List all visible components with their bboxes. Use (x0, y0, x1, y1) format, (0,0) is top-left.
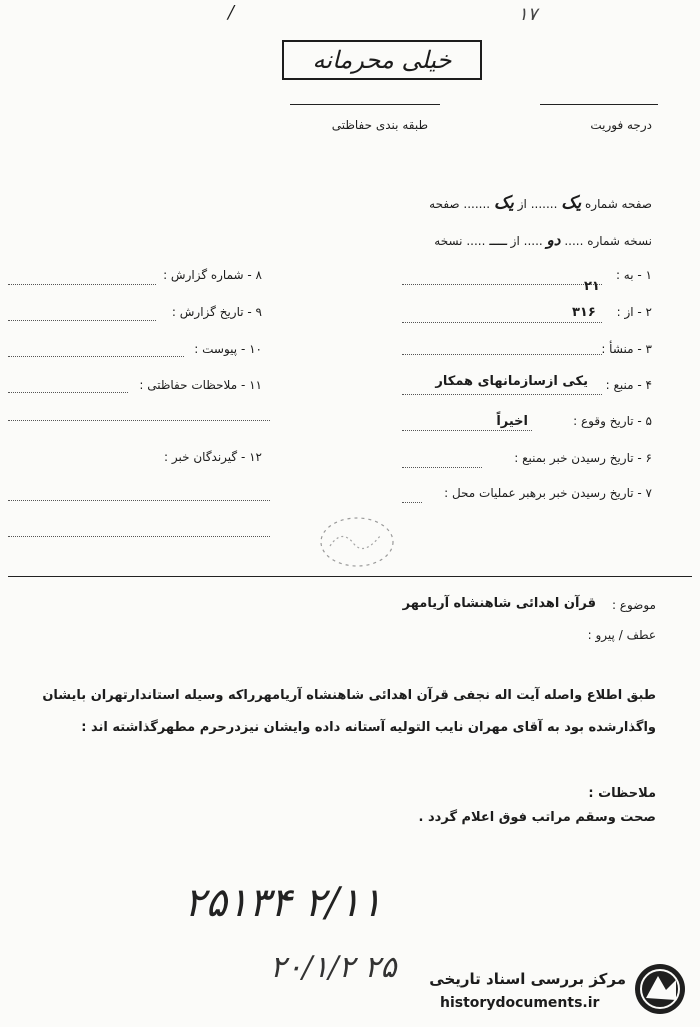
margin-mark-right: ۱۷ (518, 4, 538, 25)
subject-value: قرآن اهدائی شاهنشاه آریامهر (402, 596, 596, 611)
body-line-1: طبق اطلاع واصله آیت اله نجفی قرآن اهدائی شاهنشاه آریامهرراکه وسیله استاندارتهران بایشان (42, 688, 656, 703)
copy-number-row: نسخه شماره ..... دو ..... از ــــ ..... نسخه (434, 231, 652, 249)
field-origin-label: ۳ - منشأ : (601, 342, 652, 356)
field-source-value: یکی ازسازمانهای همکار (435, 374, 588, 389)
copy-value: دو (546, 231, 561, 249)
field-recipient-line (402, 284, 602, 285)
field-security-remarks-line-2 (8, 420, 270, 421)
field-sender-value: ۳۱۶ (572, 305, 596, 320)
copy-label: نسخه شماره (587, 234, 652, 248)
field-recipients-line (8, 500, 270, 501)
remarks-label: ملاحظات : (588, 786, 656, 801)
stamp-text: خیلی محرمانه (312, 46, 452, 74)
classification-label: طبقه بندی حفاظتی (331, 118, 428, 132)
handwritten-number-1: ۲۵۱۳۴ ۲/۱۱ (184, 880, 383, 926)
field-sender-line (402, 322, 602, 323)
page-value: یک (561, 193, 582, 213)
page-total: یک (493, 193, 514, 213)
field-source-line (402, 394, 602, 395)
priority-label: درجه فوریت (590, 118, 652, 132)
classification-underline (290, 104, 440, 105)
faint-seal (312, 512, 402, 572)
field-news-to-leader-line (402, 502, 422, 503)
field-source-label: ۴ - منبع : (605, 378, 652, 392)
copy-of-label: از (510, 234, 520, 248)
subject-label: موضوع : (611, 598, 656, 612)
archive-title: مرکز بررسی اسناد تاریخی (429, 970, 626, 988)
classification-stamp (282, 40, 482, 80)
field-report-number-line (8, 284, 156, 285)
copy-suffix: نسخه (434, 234, 463, 248)
field-recipient-label: ۱ - به : (615, 268, 652, 282)
remarks-text: صحت وسقم مراتب فوق اعلام گردد . (418, 810, 656, 825)
page-number-row: صفحه شماره یک ....... از یک ....... صفحه (429, 193, 652, 213)
field-news-to-leader-label: ۷ - تاریخ رسیدن خبر برهبر عملیات محل : (444, 486, 652, 500)
field-recipients-label: ۱۲ - گیرندگان خبر : (164, 450, 262, 464)
field-event-date-value: اخیراً (496, 414, 528, 429)
field-report-number-label: ۸ - شماره گزارش : (163, 268, 262, 282)
field-report-date-label: ۹ - تاریخ گزارش : (171, 305, 262, 319)
field-attachment-label: ۱۰ - پیوست : (194, 342, 262, 356)
field-news-to-source-line (402, 467, 482, 468)
field-recipient-value: ۲۱ (584, 279, 600, 294)
field-event-date-line (402, 430, 532, 431)
field-event-date-label: ۵ - تاریخ وقوع : (573, 414, 652, 428)
page-suffix: صفحه (429, 197, 460, 211)
field-report-date-line (8, 320, 156, 321)
archive-logo-icon (632, 962, 688, 1016)
page-label: صفحه شماره (585, 197, 652, 211)
reference-label: عطف / پیرو : (587, 628, 656, 642)
field-sender-label: ۲ - از : (616, 305, 652, 319)
page-of-label: از (517, 197, 527, 211)
archive-url: historydocuments.ir (440, 995, 600, 1011)
field-origin-line (402, 354, 602, 355)
priority-underline (540, 104, 658, 105)
field-recipients-line-2 (8, 536, 270, 537)
field-security-remarks-line (8, 392, 128, 393)
field-security-remarks-label: ۱۱ - ملاحظات حفاظتی : (139, 378, 262, 392)
field-news-to-source-label: ۶ - تاریخ رسیدن خبر بمنبع : (514, 451, 652, 465)
body-line-2: واگذارشده بود به آقای مهران نایب التولیه آستانه داده وایشان نیزدرحرم مطهرگذاشته اند : (81, 720, 656, 735)
margin-mark-left: / (228, 2, 235, 23)
section-divider (8, 576, 692, 577)
handwritten-number-2: ۲۰/۱/۲ ۲۵ (270, 950, 397, 985)
field-attachment-line (8, 356, 184, 357)
